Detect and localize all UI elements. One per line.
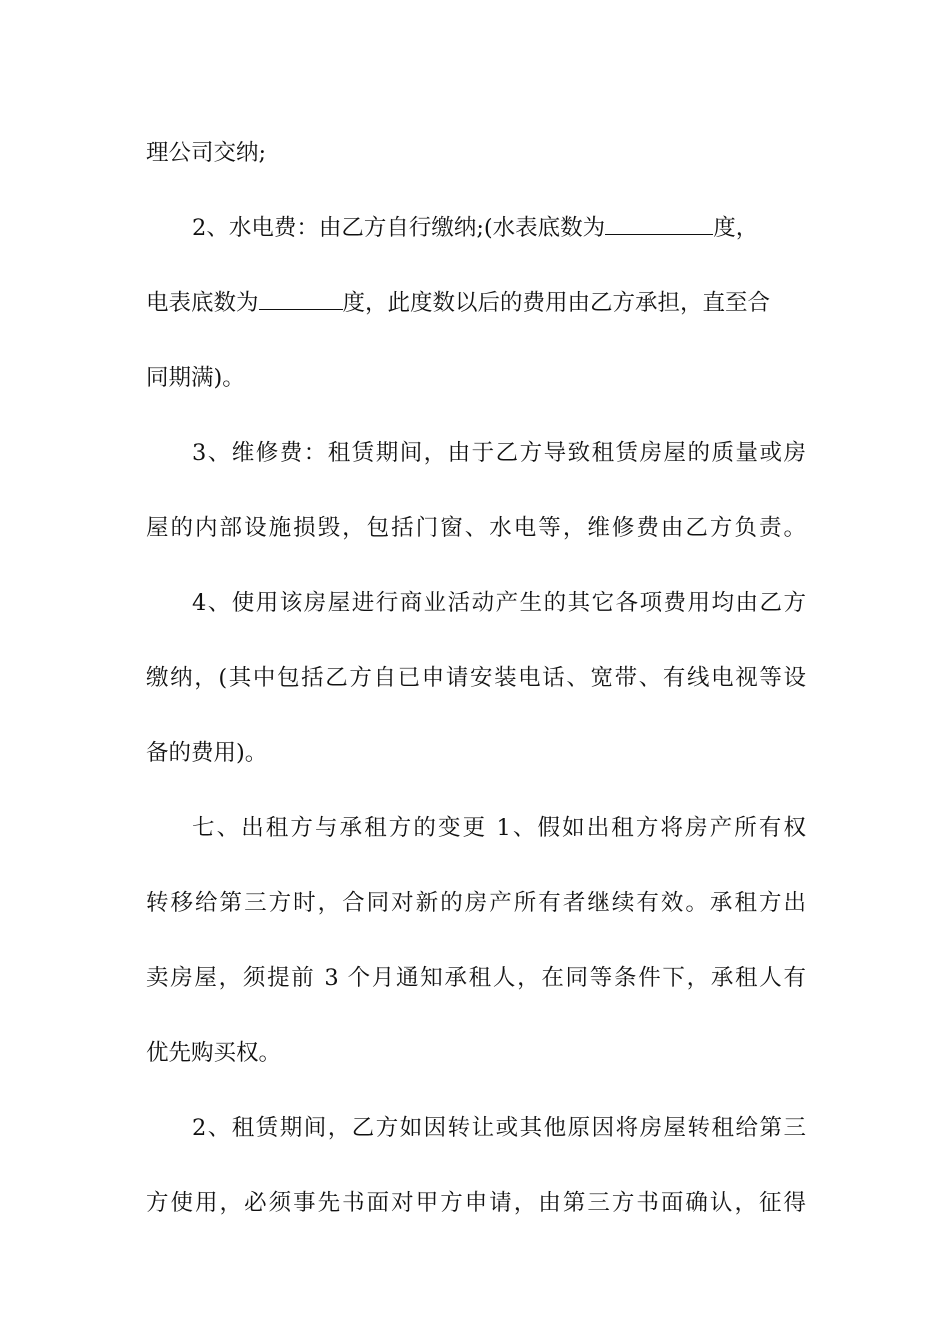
text-line: 优先购买权。 — [146, 1040, 282, 1066]
text-line: 转移给第三方时，合同对新的房产所有者继续有效。承租方出 — [146, 890, 806, 916]
section-heading-line: 七、出租方与承租方的变更 1、假如出租方将房产所有权 — [192, 815, 806, 841]
fill-in-blank-electric-meter — [259, 283, 343, 310]
text-line: 方使用，必须事先书面对甲方申请，由第三方书面确认，征得 — [146, 1190, 806, 1216]
text-line: 卖房屋，须提前 3 个月通知承租人，在同等条件下，承租人有 — [146, 965, 806, 991]
line-text: 电表底数为 — [146, 290, 259, 316]
text-line — [146, 283, 806, 323]
line-text: 2、水电费：由乙方自行缴纳;(水表底数为 — [192, 215, 606, 241]
line-text: 理公司交纳; — [146, 140, 267, 166]
text-line — [146, 358, 806, 398]
line-text: 度，此度数以后的费用由乙方承担，直至合 — [342, 290, 771, 316]
text-line: 4、使用该房屋进行商业活动产生的其它各项费用均由乙方 — [192, 590, 806, 616]
text-line: 2、租赁期间，乙方如因转让或其他原因将房屋转租给第三 — [192, 1115, 806, 1141]
text-line: 3、维修费：租赁期间，由于乙方导致租赁房屋的质量或房 — [192, 440, 806, 466]
text-line — [146, 133, 806, 173]
fill-in-blank-water-meter — [605, 208, 713, 235]
line-text: 同期满)。 — [146, 365, 245, 391]
line-text: 度， — [713, 215, 759, 241]
text-line: 缴纳，(其中包括乙方自已申请安装电话、宽带、有线电视等设 — [146, 665, 806, 691]
text-line: 屋的内部设施损毁，包括门窗、水电等，维修费由乙方负责。 — [146, 515, 806, 541]
text-line: 备的费用)。 — [146, 740, 268, 766]
text-line — [192, 208, 806, 248]
